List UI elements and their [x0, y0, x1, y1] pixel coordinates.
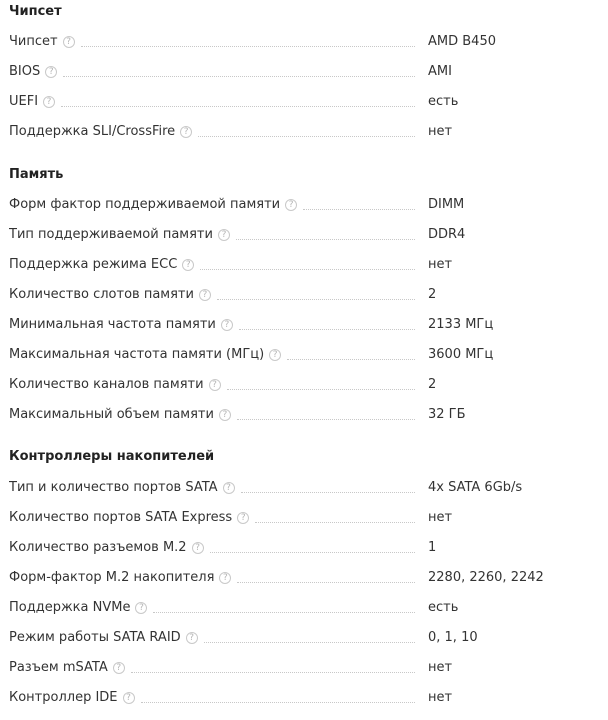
spec-label: Тип и количество портов SATA: [9, 480, 218, 495]
dotted-leader: [61, 105, 415, 107]
help-icon[interactable]: ?: [285, 199, 297, 211]
spec-label: Количество каналов памяти: [9, 377, 204, 392]
dotted-leader: [303, 208, 415, 210]
spec-value: нет: [428, 257, 453, 272]
spec-row: [0, 117, 608, 147]
dotted-leader: [255, 521, 415, 523]
dotted-leader: [236, 238, 415, 240]
spec-value: 2: [428, 377, 437, 392]
spec-row: [0, 653, 608, 683]
help-icon[interactable]: ?: [199, 289, 211, 301]
spec-value: нет: [428, 510, 453, 525]
dotted-leader: [153, 611, 415, 613]
spec-value: 0, 1, 10: [428, 630, 478, 645]
spec-row: [0, 87, 608, 117]
dotted-leader: [237, 418, 415, 420]
spec-row: [0, 623, 608, 653]
dotted-leader: [237, 581, 415, 583]
spec-row: [0, 220, 608, 250]
help-icon[interactable]: ?: [237, 512, 249, 524]
spec-row: [0, 250, 608, 280]
spec-label: Максимальный объем памяти: [9, 407, 214, 422]
spec-label: Режим работы SATA RAID: [9, 630, 181, 645]
spec-row: [0, 533, 608, 563]
spec-value: 32 ГБ: [428, 407, 466, 422]
help-icon[interactable]: ?: [186, 632, 198, 644]
spec-value: 2280, 2260, 2242: [428, 570, 544, 585]
spec-value: 3600 МГц: [428, 347, 494, 362]
help-icon[interactable]: ?: [180, 126, 192, 138]
spec-row: [0, 310, 608, 340]
spec-value: AMI: [428, 64, 452, 79]
help-icon[interactable]: ?: [218, 229, 230, 241]
spec-value: нет: [428, 690, 453, 705]
help-icon[interactable]: ?: [113, 662, 125, 674]
help-icon[interactable]: ?: [63, 36, 75, 48]
dotted-leader: [217, 298, 415, 300]
section-title-chipset: Чипсет: [9, 4, 62, 19]
spec-row: [0, 27, 608, 57]
spec-value: 1: [428, 540, 437, 555]
help-icon[interactable]: ?: [45, 66, 57, 78]
help-icon[interactable]: ?: [221, 319, 233, 331]
help-icon[interactable]: ?: [123, 692, 135, 704]
help-icon[interactable]: ?: [135, 602, 147, 614]
spec-label: Количество слотов памяти: [9, 287, 194, 302]
dotted-leader: [131, 671, 415, 673]
spec-value: есть: [428, 94, 459, 109]
help-icon[interactable]: ?: [219, 572, 231, 584]
dotted-leader: [198, 135, 415, 137]
spec-row: [0, 563, 608, 593]
spec-label: Контроллер IDE: [9, 690, 118, 705]
spec-label: Количество разъемов M.2: [9, 540, 187, 555]
spec-row: [0, 473, 608, 503]
help-icon[interactable]: ?: [269, 349, 281, 361]
spec-value: 2: [428, 287, 437, 302]
spec-row: [0, 280, 608, 310]
dotted-leader: [200, 268, 415, 270]
spec-label: Максимальная частота памяти (МГц): [9, 347, 265, 362]
spec-row: [0, 503, 608, 533]
spec-row: [0, 370, 608, 400]
spec-label: Поддержка NVMe: [9, 600, 131, 615]
spec-label: Форм-фактор M.2 накопителя: [9, 570, 215, 585]
spec-label: Количество портов SATA Express: [9, 510, 233, 525]
spec-value: DIMM: [428, 197, 465, 212]
spec-value: нет: [428, 660, 453, 675]
dotted-leader: [204, 641, 415, 643]
spec-label: BIOS: [9, 64, 41, 79]
spec-row: [0, 400, 608, 430]
spec-value: DDR4: [428, 227, 466, 242]
spec-row: [0, 593, 608, 623]
dotted-leader: [227, 388, 415, 390]
help-icon[interactable]: ?: [209, 379, 221, 391]
spec-label: Поддержка SLI/CrossFire: [9, 124, 176, 139]
dotted-leader: [81, 45, 415, 47]
spec-value: AMD B450: [428, 34, 496, 49]
help-icon[interactable]: ?: [192, 542, 204, 554]
spec-label: UEFI: [9, 94, 39, 109]
dotted-leader: [239, 328, 415, 330]
section-title-storage-controllers: Контроллеры накопителей: [9, 449, 215, 464]
spec-label: Форм фактор поддерживаемой памяти: [9, 197, 281, 212]
spec-row: [0, 683, 608, 713]
help-icon[interactable]: ?: [182, 259, 194, 271]
help-icon[interactable]: ?: [219, 409, 231, 421]
spec-label: Чипсет: [9, 34, 58, 49]
dotted-leader: [241, 491, 415, 493]
help-icon[interactable]: ?: [223, 482, 235, 494]
spec-label: Минимальная частота памяти: [9, 317, 216, 332]
spec-label: Поддержка режима ECC: [9, 257, 178, 272]
spec-label: Разъем mSATA: [9, 660, 108, 675]
dotted-leader: [287, 358, 415, 360]
spec-value: есть: [428, 600, 459, 615]
help-icon[interactable]: ?: [43, 96, 55, 108]
section-title-memory: Память: [9, 167, 64, 182]
spec-row: [0, 57, 608, 87]
spec-value: нет: [428, 124, 453, 139]
dotted-leader: [210, 551, 415, 553]
spec-value: 2133 МГц: [428, 317, 494, 332]
spec-label: Тип поддерживаемой памяти: [9, 227, 213, 242]
dotted-leader: [63, 75, 415, 77]
spec-value: 4x SATA 6Gb/s: [428, 480, 523, 495]
dotted-leader: [141, 701, 415, 703]
spec-row: [0, 340, 608, 370]
spec-row: [0, 190, 608, 220]
